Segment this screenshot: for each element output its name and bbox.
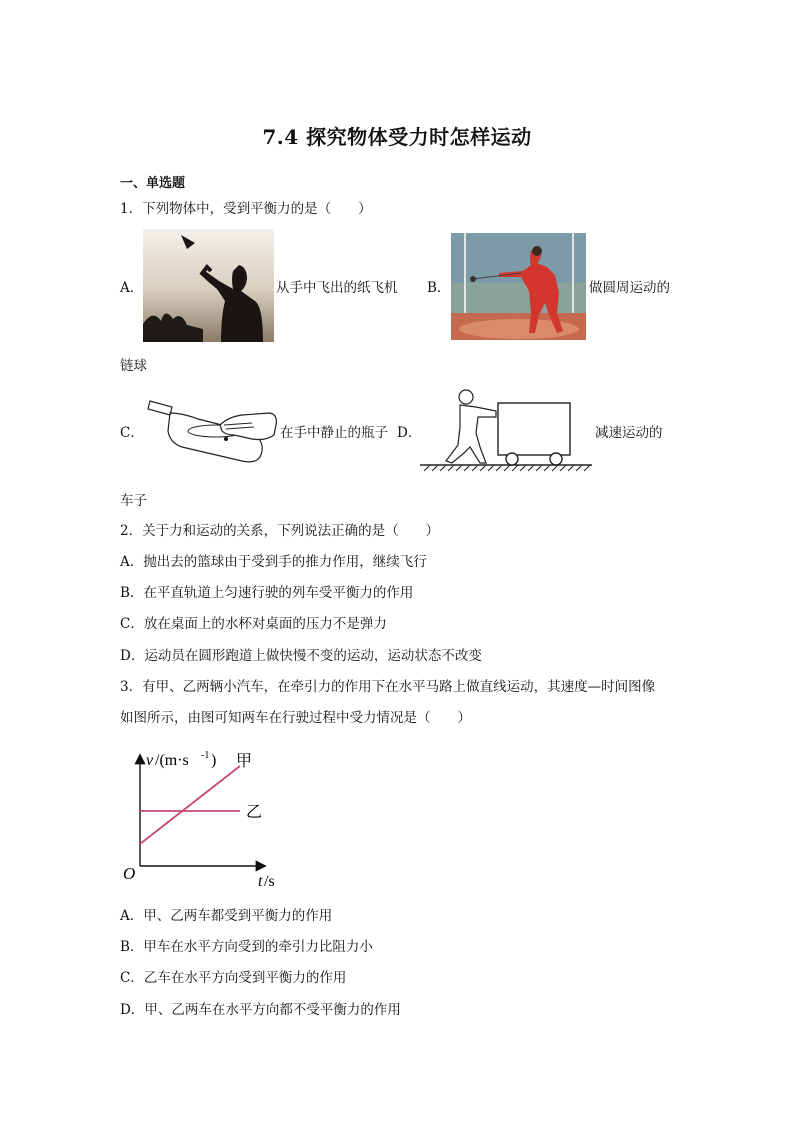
series-label-yi: 乙: [246, 804, 263, 821]
q1-option-c-text: 在手中静止的瓶子: [280, 425, 388, 441]
y-axis-unit-close: ): [211, 752, 217, 769]
q3-stem-line1: 3．有甲、乙两辆小汽车，在牵引力的作用下在水平马路上做直线运动，其速度—时间图像: [120, 679, 656, 695]
q1-option-b-text: 做圆周运动的: [589, 280, 670, 296]
q1-option-b-label: B．: [427, 280, 451, 296]
q3-option-c: C．乙车在水平方向受到平衡力的作用: [120, 970, 347, 986]
q1-option-c-label: C．: [120, 425, 144, 441]
velocity-time-chart: [118, 748, 298, 896]
q2-stem: 2．关于力和运动的关系，下列说法正确的是（ ）: [120, 523, 440, 539]
series-line-jia: [140, 766, 240, 844]
x-axis-symbol: t: [258, 873, 263, 890]
hammer-throw-photo: [451, 233, 586, 340]
person-pushing-cart-drawing: [420, 387, 592, 475]
y-axis-unit: /(m·s: [155, 752, 189, 769]
origin-label: O: [123, 864, 136, 883]
q1-option-d-continuation: 车子: [120, 493, 147, 509]
q3-option-a: A．甲、乙两车都受到平衡力的作用: [120, 908, 333, 924]
y-axis-symbol: v: [146, 752, 154, 769]
q1-option-b-continuation: 链球: [120, 358, 147, 374]
series-label-jia: 甲: [236, 753, 253, 770]
section-heading: 一、单选题: [120, 176, 186, 191]
q3-stem-line2: 如图所示，由图可知两车在行驶过程中受力情况是（ ）: [120, 710, 471, 726]
y-axis-unit-exponent: -1: [201, 750, 210, 761]
q1-option-d-text: 减速运动的: [595, 425, 663, 441]
page-title: 7.4 探究物体受力时怎样运动: [262, 125, 532, 149]
q3-option-d: D．甲、乙两车在水平方向都不受平衡力的作用: [120, 1002, 401, 1018]
q1-stem: 1．下列物体中，受到平衡力的是（ ）: [120, 201, 372, 217]
paper-plane-photo: [143, 229, 274, 342]
x-axis-unit: /s: [264, 873, 275, 890]
q3-option-b: B．甲车在水平方向受到的牵引力比阻力小: [120, 939, 373, 955]
q2-option-d: D．运动员在圆形跑道上做快慢不变的运动，运动状态不改变: [120, 648, 482, 664]
q2-option-c: C．放在桌面上的水杯对桌面的压力不是弹力: [120, 616, 387, 632]
q2-option-b: B．在平直轨道上匀速行驶的列车受平衡力的作用: [120, 585, 414, 601]
hand-holding-bottle-drawing: [142, 395, 278, 467]
q1-option-a-text: 从手中飞出的纸飞机: [276, 280, 398, 296]
q2-option-a: A．抛出去的篮球由于受到手的推力作用，继续飞行: [120, 554, 427, 570]
q1-option-d-label: D．: [397, 425, 422, 441]
q1-option-a-label: A．: [120, 280, 144, 296]
